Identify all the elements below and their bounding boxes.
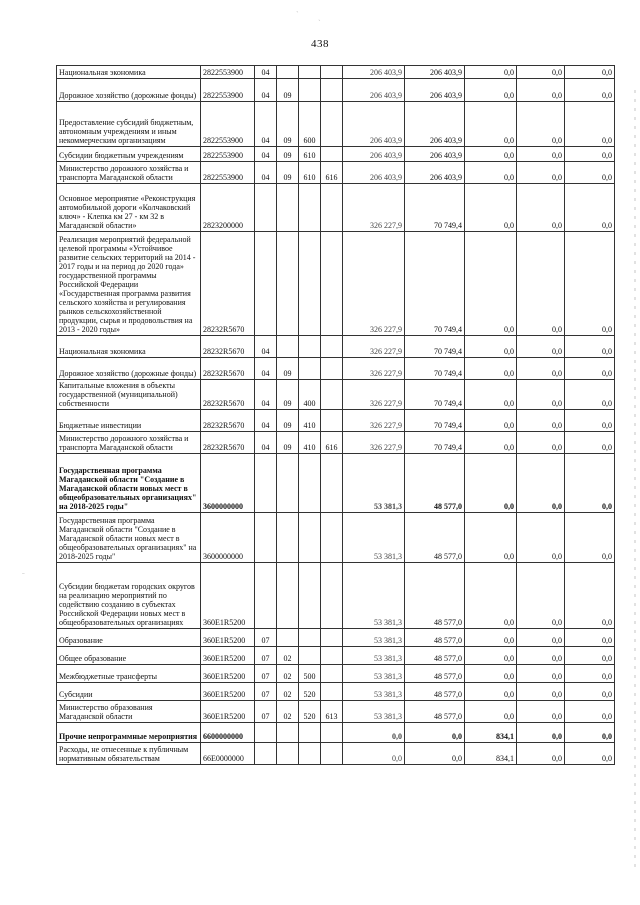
row-code: 2822553900	[201, 147, 255, 162]
row-amount-3: 0,0	[465, 513, 517, 563]
row-code: 3600000000	[201, 454, 255, 513]
row-amount-3: 0,0	[465, 410, 517, 432]
row-amount-2: 70 749,4	[405, 184, 465, 232]
row-amount-4: 0,0	[517, 701, 565, 723]
row-expense-type	[299, 184, 321, 232]
row-amount-2: 70 749,4	[405, 410, 465, 432]
row-name: Образование	[57, 629, 201, 647]
row-section: 04	[255, 162, 277, 184]
row-code: 2822553900	[201, 102, 255, 147]
row-code: 360E1R5200	[201, 683, 255, 701]
row-amount-4: 0,0	[517, 563, 565, 629]
row-amount-1: 206 403,9	[343, 162, 405, 184]
row-amount-3: 0,0	[465, 184, 517, 232]
scan-artifact: ˋ	[296, 10, 299, 19]
row-subsection: 02	[277, 665, 299, 683]
table-row	[57, 358, 615, 380]
row-amount-5: 0,0	[565, 647, 615, 665]
row-expense-type	[299, 629, 321, 647]
row-amount-4: 0,0	[517, 647, 565, 665]
row-amount-3: 0,0	[465, 79, 517, 102]
row-subsection: 09	[277, 162, 299, 184]
row-name: Дорожное хозяйство (дорожные фонды)	[57, 358, 201, 380]
row-expense-type: 400	[299, 380, 321, 410]
row-section	[255, 563, 277, 629]
row-section: 04	[255, 336, 277, 358]
row-amount-5: 0,0	[565, 629, 615, 647]
row-expense-type: 410	[299, 432, 321, 454]
row-expense-type: 500	[299, 665, 321, 683]
row-name: Дорожное хозяйство (дорожные фонды)	[57, 79, 201, 102]
row-section: 04	[255, 66, 277, 79]
row-name: Министерство дорожного хозяйства и транспорта Магаданской области	[57, 432, 201, 454]
row-amount-4: 0,0	[517, 410, 565, 432]
row-amount-1: 206 403,9	[343, 147, 405, 162]
row-amount-1: 326 227,9	[343, 358, 405, 380]
row-amount-5: 0,0	[565, 79, 615, 102]
row-amount-2: 48 577,0	[405, 683, 465, 701]
row-amount-2: 70 749,4	[405, 358, 465, 380]
table-row	[57, 513, 615, 563]
table-row	[57, 79, 615, 102]
row-amount-3: 0,0	[465, 358, 517, 380]
row-amount-3: 0,0	[465, 683, 517, 701]
row-subsection: 09	[277, 432, 299, 454]
row-amount-1: 206 403,9	[343, 66, 405, 79]
row-amount-2: 70 749,4	[405, 432, 465, 454]
row-expense-type	[299, 66, 321, 79]
row-section	[255, 232, 277, 336]
row-amount-4: 0,0	[517, 66, 565, 79]
scan-artifact: ˗	[22, 568, 25, 577]
row-amount-3: 0,0	[465, 647, 517, 665]
row-amount-4: 0,0	[517, 147, 565, 162]
row-amount-5: 0,0	[565, 454, 615, 513]
row-section: 04	[255, 358, 277, 380]
row-code: 360E1R5200	[201, 665, 255, 683]
row-name: Реализация мероприятий федеральной целевой программы «Устойчивое развитие сельских территорий на 2014 - 2017 годы и на период до 2020 года» государственной программы Российской Федерации «Государственная программа развития сельского хозяйства и регулирования рынков сельскохозяйственной продукции, сырья и продовольствия на 2013 - 2020 годы»	[57, 232, 201, 336]
row-amount-2: 0,0	[405, 723, 465, 743]
row-section: 04	[255, 79, 277, 102]
row-name: Расходы, не отнесенные к публичным нормативным обязательствам	[57, 743, 201, 765]
row-amount-5: 0,0	[565, 723, 615, 743]
row-amount-5: 0,0	[565, 232, 615, 336]
row-amount-4: 0,0	[517, 184, 565, 232]
row-amount-4: 0,0	[517, 380, 565, 410]
table-row	[57, 232, 615, 336]
row-name: Субсидии	[57, 683, 201, 701]
row-amount-5: 0,0	[565, 184, 615, 232]
row-expense-type	[299, 743, 321, 765]
row-ministry-code: 616	[321, 162, 343, 184]
row-section: 04	[255, 380, 277, 410]
row-name: Общее образование	[57, 647, 201, 665]
row-amount-2: 206 403,9	[405, 79, 465, 102]
row-amount-1: 0,0	[343, 723, 405, 743]
row-subsection	[277, 629, 299, 647]
row-code: 2822553900	[201, 66, 255, 79]
row-amount-3: 0,0	[465, 147, 517, 162]
row-subsection: 09	[277, 380, 299, 410]
row-code: 2822553900	[201, 79, 255, 102]
row-ministry-code	[321, 683, 343, 701]
row-amount-2: 48 577,0	[405, 563, 465, 629]
row-section: 07	[255, 701, 277, 723]
row-code: 2823200000	[201, 184, 255, 232]
table-row	[57, 454, 615, 513]
row-name: Национальная экономика	[57, 336, 201, 358]
row-amount-5: 0,0	[565, 701, 615, 723]
row-amount-5: 0,0	[565, 358, 615, 380]
row-ministry-code	[321, 184, 343, 232]
row-section	[255, 184, 277, 232]
row-section: 04	[255, 102, 277, 147]
row-subsection: 09	[277, 102, 299, 147]
row-amount-5: 0,0	[565, 513, 615, 563]
row-amount-1: 326 227,9	[343, 410, 405, 432]
table-row	[57, 683, 615, 701]
row-section	[255, 743, 277, 765]
row-subsection	[277, 336, 299, 358]
scan-edge-noise	[634, 90, 636, 870]
row-amount-5: 0,0	[565, 102, 615, 147]
row-expense-type	[299, 647, 321, 665]
table-row	[57, 380, 615, 410]
row-amount-2: 70 749,4	[405, 232, 465, 336]
row-amount-2: 206 403,9	[405, 66, 465, 79]
row-name: Межбюджетные трансферты	[57, 665, 201, 683]
table-row	[57, 563, 615, 629]
row-ministry-code	[321, 232, 343, 336]
row-amount-1: 0,0	[343, 743, 405, 765]
row-subsection	[277, 743, 299, 765]
row-expense-type	[299, 513, 321, 563]
table-row	[57, 102, 615, 147]
row-amount-4: 0,0	[517, 79, 565, 102]
row-expense-type	[299, 563, 321, 629]
row-amount-5: 0,0	[565, 66, 615, 79]
row-name: Предоставление субсидий бюджетным, автономным учреждениям и иным некоммерческим организациям	[57, 102, 201, 147]
row-code: 28232R5670	[201, 232, 255, 336]
row-amount-2: 70 749,4	[405, 380, 465, 410]
row-amount-3: 0,0	[465, 66, 517, 79]
row-amount-1: 326 227,9	[343, 184, 405, 232]
row-subsection: 09	[277, 147, 299, 162]
row-ministry-code	[321, 147, 343, 162]
row-amount-1: 206 403,9	[343, 79, 405, 102]
row-name: Субсидии бюджетным учреждениям	[57, 147, 201, 162]
row-code: 28232R5670	[201, 432, 255, 454]
row-amount-4: 0,0	[517, 454, 565, 513]
row-amount-4: 0,0	[517, 358, 565, 380]
row-name: Государственная программа Магаданской области "Создание в Магаданской области новых мест в общеобразовательных организациях" на 2018-2025 годы"	[57, 513, 201, 563]
row-amount-1: 53 381,3	[343, 563, 405, 629]
row-code: 28232R5670	[201, 336, 255, 358]
row-amount-2: 48 577,0	[405, 629, 465, 647]
row-amount-2: 48 577,0	[405, 647, 465, 665]
row-amount-3: 0,0	[465, 629, 517, 647]
row-code: 3600000000	[201, 513, 255, 563]
row-ministry-code	[321, 79, 343, 102]
row-code: 28232R5670	[201, 358, 255, 380]
row-expense-type	[299, 232, 321, 336]
row-amount-3: 0,0	[465, 454, 517, 513]
row-amount-3: 0,0	[465, 102, 517, 147]
table-row	[57, 162, 615, 184]
table-row	[57, 665, 615, 683]
table-row	[57, 723, 615, 743]
row-name: Национальная экономика	[57, 66, 201, 79]
row-amount-4: 0,0	[517, 102, 565, 147]
row-amount-4: 0,0	[517, 629, 565, 647]
row-subsection	[277, 232, 299, 336]
row-amount-1: 326 227,9	[343, 380, 405, 410]
row-amount-3: 0,0	[465, 432, 517, 454]
row-code: 28232R5670	[201, 410, 255, 432]
row-amount-2: 206 403,9	[405, 147, 465, 162]
row-amount-3: 0,0	[465, 665, 517, 683]
row-subsection	[277, 513, 299, 563]
row-code: 360E1R5200	[201, 629, 255, 647]
row-ministry-code	[321, 647, 343, 665]
row-subsection: 02	[277, 647, 299, 665]
row-amount-2: 206 403,9	[405, 162, 465, 184]
budget-table	[56, 65, 615, 765]
row-amount-2: 48 577,0	[405, 454, 465, 513]
row-subsection: 09	[277, 79, 299, 102]
row-amount-2: 48 577,0	[405, 513, 465, 563]
row-name: Министерство дорожного хозяйства и транспорта Магаданской области	[57, 162, 201, 184]
row-subsection	[277, 563, 299, 629]
table-row	[57, 184, 615, 232]
row-expense-type: 520	[299, 683, 321, 701]
row-expense-type	[299, 336, 321, 358]
row-name: Прочие непрограммные мероприятия	[57, 723, 201, 743]
row-amount-4: 0,0	[517, 432, 565, 454]
row-section: 04	[255, 432, 277, 454]
row-subsection: 09	[277, 410, 299, 432]
row-subsection	[277, 723, 299, 743]
row-section	[255, 454, 277, 513]
row-expense-type: 610	[299, 162, 321, 184]
row-amount-3: 0,0	[465, 162, 517, 184]
row-ministry-code	[321, 410, 343, 432]
row-amount-3: 0,0	[465, 380, 517, 410]
row-ministry-code	[321, 665, 343, 683]
row-amount-2: 206 403,9	[405, 102, 465, 147]
row-subsection: 02	[277, 701, 299, 723]
row-subsection	[277, 454, 299, 513]
row-subsection	[277, 66, 299, 79]
row-ministry-code	[321, 629, 343, 647]
row-ministry-code	[321, 358, 343, 380]
row-amount-3: 0,0	[465, 563, 517, 629]
row-ministry-code	[321, 66, 343, 79]
row-expense-type: 600	[299, 102, 321, 147]
row-expense-type: 520	[299, 701, 321, 723]
row-amount-1: 326 227,9	[343, 336, 405, 358]
row-amount-3: 0,0	[465, 232, 517, 336]
page-number: 438	[311, 38, 329, 50]
row-amount-3: 834,1	[465, 723, 517, 743]
row-ministry-code	[321, 102, 343, 147]
table-row	[57, 647, 615, 665]
row-amount-1: 53 381,3	[343, 683, 405, 701]
row-ministry-code: 616	[321, 432, 343, 454]
row-subsection	[277, 184, 299, 232]
row-amount-5: 0,0	[565, 147, 615, 162]
row-amount-5: 0,0	[565, 563, 615, 629]
row-code: 360E1R5200	[201, 701, 255, 723]
row-amount-5: 0,0	[565, 336, 615, 358]
row-amount-2: 0,0	[405, 743, 465, 765]
row-amount-1: 53 381,3	[343, 454, 405, 513]
table-row	[57, 66, 615, 79]
row-amount-4: 0,0	[517, 665, 565, 683]
row-expense-type: 410	[299, 410, 321, 432]
row-code: 66E0000000	[201, 743, 255, 765]
row-ministry-code	[321, 743, 343, 765]
row-name: Государственная программа Магаданской области "Создание в Магаданской области новых мест в общеобразовательных организациях" на 2018-2025 годы"	[57, 454, 201, 513]
row-amount-5: 0,0	[565, 410, 615, 432]
row-amount-1: 53 381,3	[343, 629, 405, 647]
row-ministry-code: 613	[321, 701, 343, 723]
row-amount-3: 0,0	[465, 336, 517, 358]
row-name: Бюджетные инвестиции	[57, 410, 201, 432]
row-amount-1: 326 227,9	[343, 432, 405, 454]
row-amount-3: 0,0	[465, 701, 517, 723]
row-amount-4: 0,0	[517, 683, 565, 701]
row-amount-1: 326 227,9	[343, 232, 405, 336]
row-amount-1: 206 403,9	[343, 102, 405, 147]
row-ministry-code	[321, 454, 343, 513]
table-row	[57, 629, 615, 647]
row-ministry-code	[321, 513, 343, 563]
table-row	[57, 701, 615, 723]
row-expense-type	[299, 79, 321, 102]
table-row	[57, 147, 615, 162]
row-amount-2: 48 577,0	[405, 701, 465, 723]
row-amount-4: 0,0	[517, 162, 565, 184]
row-section: 04	[255, 147, 277, 162]
row-section: 07	[255, 629, 277, 647]
row-expense-type	[299, 723, 321, 743]
row-ministry-code	[321, 563, 343, 629]
row-ministry-code	[321, 336, 343, 358]
row-amount-1: 53 381,3	[343, 665, 405, 683]
row-subsection: 09	[277, 358, 299, 380]
table-row	[57, 336, 615, 358]
row-amount-5: 0,0	[565, 380, 615, 410]
row-amount-2: 70 749,4	[405, 336, 465, 358]
row-amount-1: 53 381,3	[343, 647, 405, 665]
row-section	[255, 513, 277, 563]
row-amount-5: 0,0	[565, 665, 615, 683]
row-section	[255, 723, 277, 743]
row-amount-1: 53 381,3	[343, 513, 405, 563]
row-amount-4: 0,0	[517, 743, 565, 765]
row-amount-4: 0,0	[517, 723, 565, 743]
row-expense-type	[299, 454, 321, 513]
row-ministry-code	[321, 380, 343, 410]
row-expense-type	[299, 358, 321, 380]
row-name: Основное мероприятие «Реконструкция автомобильной дороги «Колчаковский ключ» - Клепка км 27 - км 32 в Магаданской области»	[57, 184, 201, 232]
row-amount-5: 0,0	[565, 743, 615, 765]
row-code: 28232R5670	[201, 380, 255, 410]
row-amount-5: 0,0	[565, 432, 615, 454]
row-expense-type: 610	[299, 147, 321, 162]
row-name: Капитальные вложения в объекты государственной (муниципальной) собственности	[57, 380, 201, 410]
row-section: 07	[255, 683, 277, 701]
row-name: Министерство образования Магаданской области	[57, 701, 201, 723]
row-code: 6600000000	[201, 723, 255, 743]
row-amount-4: 0,0	[517, 232, 565, 336]
row-amount-1: 53 381,3	[343, 701, 405, 723]
row-section: 07	[255, 665, 277, 683]
row-amount-4: 0,0	[517, 513, 565, 563]
row-code: 2822553900	[201, 162, 255, 184]
row-name: Субсидии бюджетам городских округов на реализацию мероприятий по содействию созданию в субъектах Российской Федерации новых мест в общеобразовательных организациях	[57, 563, 201, 629]
row-amount-3: 834,1	[465, 743, 517, 765]
row-amount-5: 0,0	[565, 162, 615, 184]
scan-artifact: ˎ	[318, 12, 321, 21]
table-row	[57, 743, 615, 765]
row-code: 360E1R5200	[201, 647, 255, 665]
row-code: 360E1R5200	[201, 563, 255, 629]
row-section: 07	[255, 647, 277, 665]
row-subsection: 02	[277, 683, 299, 701]
row-section: 04	[255, 410, 277, 432]
table-row	[57, 410, 615, 432]
row-amount-2: 48 577,0	[405, 665, 465, 683]
row-ministry-code	[321, 723, 343, 743]
row-amount-5: 0,0	[565, 683, 615, 701]
row-amount-4: 0,0	[517, 336, 565, 358]
table-row	[57, 432, 615, 454]
